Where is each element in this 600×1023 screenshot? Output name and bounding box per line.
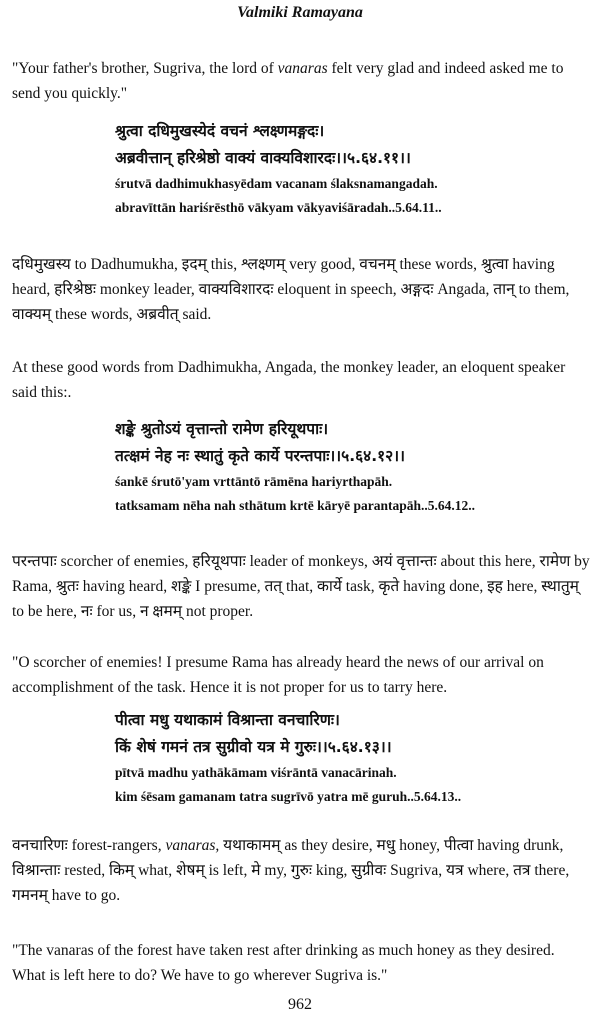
verse-line-transliteration: śrutvā dadhimukhasyēdam vacanam ślaksnamangadah.	[115, 176, 438, 191]
text-run: यथाकामम् as they desire, मधु honey, पीत्वा having drunk, विश्रान्ताः rested, किम् what, शेषम् is left, मे my, गुरुः king, सुग्रीवः Sugriva, यत्र where, तत्र there, गमनम् have to go.	[12, 837, 570, 904]
word-meaning-paragraph	[12, 549, 590, 624]
page-number: 962	[288, 996, 312, 1013]
verse-line-devanagari: श्रुत्वा दधिमुखस्येदं वचनं श्लक्ष्णमङ्गदः।	[115, 122, 325, 140]
paragraph	[12, 56, 590, 106]
verse-line-transliteration: śankē śrutō'yam vrttāntō rāmēna hariyrthapāh.	[115, 474, 393, 489]
text-run: "O scorcher of enemies! I presume Rama has already heard the news of our arrival on accomplishment of the task. Hence it is not proper for us to tarry here.	[12, 654, 544, 696]
verse-line-transliteration: pītvā madhu yathākāmam viśrāntā vanacārinah.	[115, 765, 397, 780]
italic-text-run: vanaras	[277, 60, 328, 77]
verse-line-devanagari: अब्रवीत्तान् हरिश्रेष्ठो वाक्यं वाक्यविशारदः।।५.६४.११।।	[115, 149, 411, 167]
paragraph	[12, 938, 590, 988]
text-run: वनचारिणः forest-rangers,	[12, 837, 166, 854]
text-run: "Your father's brother, Sugriva, the lord of	[12, 60, 278, 77]
text-run: felt very glad and indeed asked me to send you quickly."	[12, 60, 564, 102]
italic-text-run: vanaras,	[165, 837, 220, 854]
verse-line-transliteration: kim śēsam gamanam tatra sugrīvō yatra mē guruh..5.64.13..	[115, 789, 462, 804]
verse-line-devanagari: तत्क्षमं नेह नः स्थातुं कृते कार्ये परन्तपाः।।५.६४.१२।।	[115, 447, 405, 465]
word-meaning-paragraph	[12, 252, 590, 327]
paragraph	[12, 355, 590, 405]
running-header: Valmiki Ramayana	[237, 4, 363, 21]
text-run: At these good words from Dadhimukha, Angada, the monkey leader, an eloquent speaker said this:.	[12, 359, 566, 401]
text-run: "The vanaras of the forest have taken rest after drinking as much honey as they desired. What is left here to do? We have to go wherever Sugriva is."	[12, 942, 555, 984]
verse-line-devanagari: शङ्के श्रुतोऽयं वृत्तान्तो रामेण हरियूथपाः।	[115, 420, 329, 438]
verse-line-devanagari: पीत्वा मधु यथाकामं विश्रान्ता वनचारिणः।	[115, 711, 340, 729]
word-meaning-paragraph	[12, 833, 590, 908]
verse-line-transliteration: abravīttān hariśrēsthō vākyam vākyaviśāradah..5.64.11..	[115, 200, 442, 215]
paragraph	[12, 650, 590, 700]
verse-line-devanagari: किं शेषं गमनं तत्र सुग्रीवो यत्र मे गुरुः।।५.६४.१३।।	[115, 738, 392, 756]
text-run: दधिमुखस्य to Dadhumukha, इदम् this, श्लक्ष्णम् very good, वचनम् these words, श्रुत्वा having heard, हरिश्रेष्ठः monkey leader, वाक्यविशारदः eloquent in speech, अङ्गदः Angada, तान् to them, वाक्यम् these words, अब्रवीत् said.	[12, 256, 570, 323]
sanskrit-verse	[115, 416, 585, 518]
text-run: परन्तपाः scorcher of enemies, हरियूथपाः leader of monkeys, अयं वृत्तान्तः about this here, रामेण by Rama, श्रुतः having heard, शङ्के I presume, तत् that, कार्ये task, कृते having done, इह here, स्थातुम् to be here, नः for us, न क्षमम् not proper.	[12, 553, 590, 620]
verse-line-transliteration: tatksamam nēha nah sthātum krtē kāryē parantapāh..5.64.12..	[115, 498, 476, 513]
sanskrit-verse	[115, 707, 585, 809]
sanskrit-verse	[115, 118, 585, 220]
